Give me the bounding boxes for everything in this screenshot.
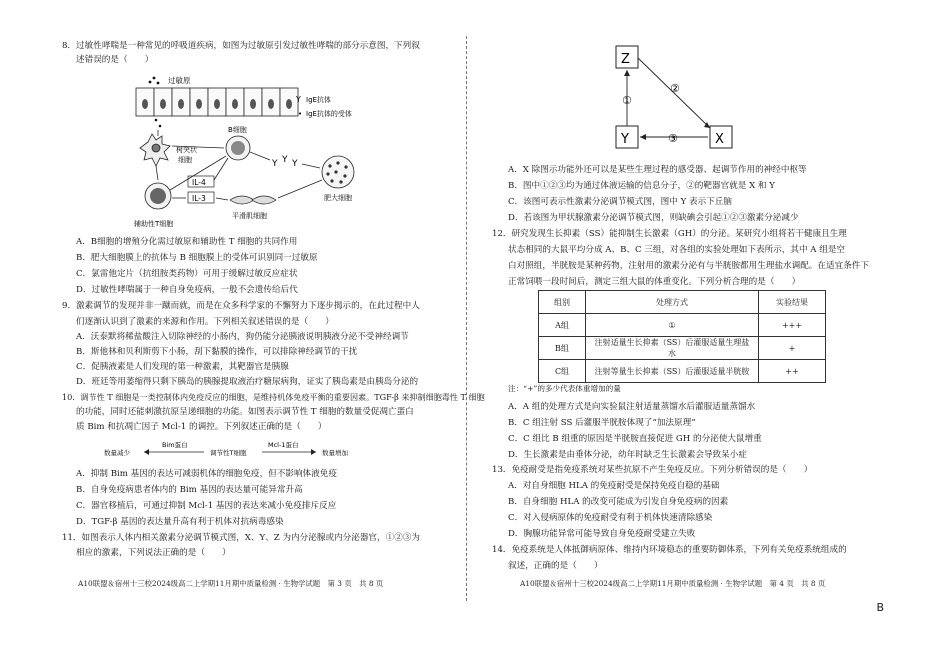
- il3-label: IL-3: [192, 194, 206, 203]
- flow-increase-label: 数量增加: [322, 449, 348, 457]
- ige-antibody-icon: Y: [296, 95, 301, 104]
- table-row: [539, 314, 826, 337]
- q8-option-b: B．肥大细胞膜上的抗体与 B 细胞膜上的受体可识别同一过敏原: [76, 253, 318, 263]
- node-x: X: [715, 132, 724, 147]
- q9-option-b: B．斯他林和贝利斯剪下小肠，刮下黏膜的操作，可以排除神经调节的干扰: [76, 347, 358, 357]
- q13-option-c: C．对入侵病原体的免疫耐受有利于机体快速清除感染: [508, 513, 713, 523]
- q13-option-a: A．对自身细胞 HLA 的免疫耐受是保持免疫自稳的基础: [508, 481, 720, 491]
- q9-stem-line1: 9．激素调节的发现并非一蹴而就，而是在众多科学家的不懈努力下逐步揭示的，在此过程中人: [62, 301, 420, 311]
- table-cell: B组: [539, 337, 586, 360]
- helper-t-cell-icon: [145, 183, 171, 209]
- q14-stem-line2: 叙述，正确的是（ ）: [508, 561, 603, 571]
- q11-option-c: C．该图可表示性激素分泌调节模式图，图中 Y 表示下丘脑: [508, 197, 732, 207]
- arrow-label-1: ①: [622, 94, 632, 107]
- flow-treg-label: 调节性T细胞: [210, 449, 247, 457]
- q11-stem-line2: 相应的激素，下列说法正确的是（ ）: [76, 548, 231, 558]
- node-z: Z: [621, 52, 630, 67]
- q11-option-a: A．X 除图示功能外还可以是某些生理过程的感受器、起调节作用的神经中枢等: [508, 165, 807, 175]
- b-cell-icon: [226, 136, 250, 160]
- q10-stem-line3: 质 Bim 和抗凋亡因子 Mcl-1 的调控。下列叙述正确的是（ ）: [76, 422, 327, 432]
- q13-stem: 13．免疫耐受是指免疫系统对某些抗原不产生免疫反应。下列分析错误的是（ ）: [492, 465, 813, 475]
- il4-label: IL-4: [192, 178, 206, 187]
- table-cell: 注射等量生长抑素（SS）后灌服适量半胱胺: [586, 360, 759, 383]
- q8-option-c: C．氯雷他定片（抗组胺类药物）可用于缓解过敏反应症状: [76, 269, 298, 279]
- q10-option-a: A．抑制 Bim 基因的表达可减弱机体的细胞免疫，但不影响体液免疫: [76, 469, 337, 479]
- q8-stem-line1: 8．过敏性哮喘是一种常见的呼吸道疾病，如图为过敏原引发过敏性哮喘的部分示意图，下列叙: [62, 41, 420, 51]
- arrow-label-3: ③: [668, 132, 678, 145]
- right-footer: A10联盟＆宿州十三校2024级高二上学期11月期中质量检测 · 生物学试题 第 4 页 共 8 页: [520, 579, 826, 588]
- q8-option-a: A．B细胞的增殖分化需过敏原和辅助性 T 细胞的共同作用: [76, 237, 298, 247]
- node-y: Y: [621, 132, 629, 147]
- dendritic-cell-icon: [140, 134, 170, 166]
- helper-t-cell-label: 辅助性T细胞: [134, 220, 174, 228]
- mast-cell-label: 肥大细胞: [324, 194, 352, 202]
- table-header-cell: 处理方式: [586, 291, 759, 314]
- q8-option-d: D．过敏性哮喘属于一种自身免疫病，一般不会遗传给后代: [76, 285, 298, 295]
- q10-stem-line1: 10．调节性 T 细胞是一类控制体内免疫反应的细胞，是维持机体免疫平衡的重要因素。TGF-β 来抑制细胞毒性 T 细胞: [62, 392, 485, 402]
- q12-option-b: B．C 组注射 SS 后灌服半胱胺体现了“加法原理”: [508, 418, 696, 428]
- q11-hormone-diagram: [606, 42, 756, 154]
- table-header-cell: 实验结果: [759, 291, 826, 314]
- q12-stem-line2: 状态相同的大鼠平均分成 A、B、C 三组，对各组的实验处理如下表所示，其中 A 组是空: [508, 245, 846, 255]
- table-cell: ①: [586, 314, 759, 337]
- q12-stem-line3: 白对照组，半胱胺是某种药物，注射用的激素分泌有与半胱胺都用生理盐水调配。在适宜条件下: [508, 261, 869, 271]
- antibody-icon-1: Y: [272, 159, 278, 169]
- q12-table: [538, 290, 826, 383]
- q13-option-b: B．自身细胞 HLA 的改变可能成为引发自身免疫病的因素: [508, 497, 729, 507]
- legend-ige-antibody: IgE抗体: [306, 96, 331, 104]
- table-row: [539, 360, 826, 383]
- q8-stem-line2: 述错误的是（ ）: [76, 55, 154, 65]
- flow-bim-label: Bim蛋白: [162, 441, 188, 449]
- ige-receptor-icon: •: [298, 110, 303, 118]
- dendritic-label-1: 树突状: [176, 146, 197, 154]
- table-cell: A组: [539, 314, 586, 337]
- table-cell: C组: [539, 360, 586, 383]
- q12-stem-line1: 12．研究发现生长抑素（SS）能抑制生长激素（GH）的分泌。某研究小组将若干健康且生理: [492, 229, 847, 239]
- dendritic-label-2: 细胞: [178, 156, 192, 164]
- q9-option-a: A．沃泰默将稀盐酸注入切除神经的小肠内，狗仍能分泌胰液说明胰液分泌不受神经调节: [76, 332, 409, 342]
- q11-option-d: D．若该图为甲状腺激素分泌调节模式图，则缺碘会引起①②③激素分泌减少: [508, 213, 799, 223]
- q12-option-a: A．A 组的处理方式是向实验鼠注射适量蒸馏水后灌服适量蒸馏水: [508, 402, 756, 412]
- flow-decrease-label: 数量减少: [104, 449, 130, 457]
- q11-option-b: B．图中①②③均为通过体液运输的信息分子，②的靶器官就是 X 和 Y: [508, 181, 775, 191]
- arrow-label-2: ②: [670, 82, 680, 95]
- flow-mcl-label: Mcl-1蛋白: [268, 441, 299, 449]
- q9-option-d: D．班廷等用萎缩得只剩下胰岛的胰腺提取液治疗糖尿病狗，证实了胰岛素是由胰岛分泌的: [76, 377, 419, 387]
- left-footer: A10联盟＆宿州十三校2024级高二上学期11月期中质量检测 · 生物学试题 第 3 页 共 8 页: [78, 579, 384, 588]
- column-divider: [466, 36, 467, 601]
- table-cell: ++: [759, 360, 826, 383]
- q12-table-note: 注：“+”的多少代表体重增加的量: [508, 384, 621, 393]
- q10-option-b: B．自身免疫病患者体内的 Bim 基因的表达量可能异常升高: [76, 485, 303, 495]
- q12-option-c: C．C 组比 B 组重的原因是半胱胺直接促进 GH 的分泌使大鼠增重: [508, 434, 762, 444]
- q8-allergy-figure: [120, 68, 380, 232]
- smooth-muscle-label: 平滑肌细胞: [232, 212, 267, 220]
- q10-stem-line2: 的功能，同时还能刺激抗原呈递细胞的功能。如图表示调节性 T 细胞的数量受促凋亡蛋白: [76, 407, 414, 417]
- allergen-label: 过敏原: [168, 76, 191, 85]
- smooth-muscle-icon: [230, 196, 276, 204]
- table-header-cell: 组别: [539, 291, 586, 314]
- table-header-row: [539, 291, 826, 314]
- antibody-icon-2: Y: [282, 155, 288, 165]
- q9-option-c: C．促胰液素是人们发现的第一种激素，其靶器官是胰腺: [76, 362, 289, 372]
- q12-option-d: D．生长激素是由垂体分泌，幼年时缺乏生长激素会导致呆小症: [508, 450, 747, 460]
- table-cell: +++: [759, 314, 826, 337]
- q14-stem-line1: 14．免疫系统是人体抵御病原体、维持内环境稳态的重要防御体系，下列有关免疫系统组成的: [492, 545, 847, 555]
- corner-mark: B: [876, 601, 884, 614]
- q13-option-d: D．胸腺功能异常可能导致自身免疫耐受建立失败: [508, 529, 696, 539]
- antibody-icon-3: Y: [292, 159, 298, 169]
- q10-option-c: C．器官移植后，可通过抑制 Mcl-1 基因的表达来减小免疫排斥反应: [76, 501, 337, 511]
- q11-stem-line1: 11．如图表示人体内相关激素分泌调节模式图，X、Y、Z 为内分泌腺或内分泌器官，①②③为: [62, 533, 420, 543]
- q12-stem-line4: 正常饲喂一段时间后，测定三组大鼠的体重变化。下列分析合理的是（ ）: [508, 277, 801, 287]
- q10-option-d: D．TGF-β 基因的表达量升高有利于机体对抗病毒感染: [76, 517, 284, 527]
- table-cell: +: [759, 337, 826, 360]
- legend-ige-receptor: IgE抗体的受体: [306, 110, 352, 118]
- b-cell-label: B细胞: [228, 126, 247, 134]
- q9-stem-line2: 们逐渐认识到了激素的来源和作用。下列相关叙述错误的是（ ）: [76, 317, 334, 327]
- q10-flow-diagram: [104, 438, 364, 462]
- table-cell: 注射适量生长抑素（SS）后灌服适量生理盐水: [586, 337, 759, 360]
- mast-cell-icon: [322, 156, 354, 188]
- table-row: [539, 337, 826, 360]
